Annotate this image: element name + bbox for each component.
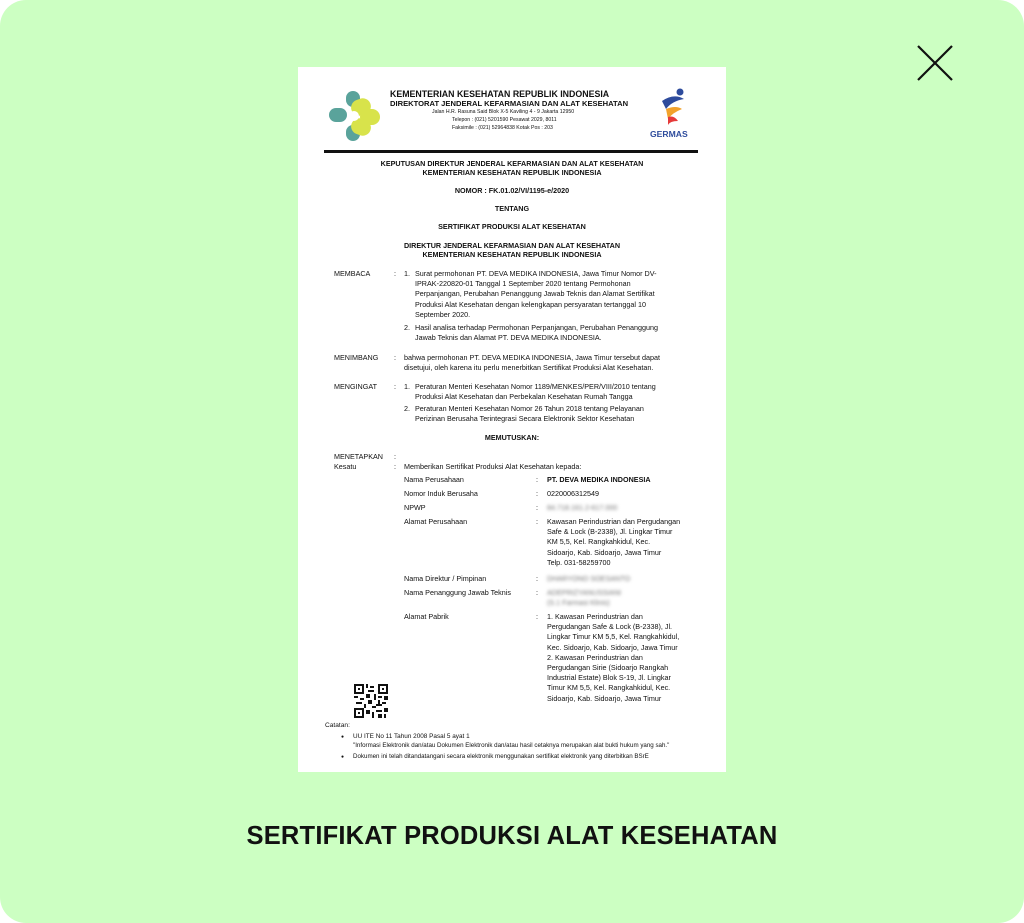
field-colon: :: [536, 588, 538, 597]
germas-logo-icon: [658, 87, 688, 127]
factory-address-line: Sidoarjo, Kab. Sidoarjo, Jawa Timur: [547, 693, 662, 703]
letterhead-divider: [324, 150, 698, 153]
menimbang-label: MENIMBANG: [334, 353, 379, 362]
kesatu-colon: :: [394, 462, 396, 471]
qr-code-icon: [354, 684, 388, 718]
ministry-logo-icon: [326, 89, 384, 143]
membaca-colon: :: [394, 269, 396, 278]
factory-address-line: Timur KM 5,5, Kel. Rangkahkidul, Kec.: [547, 683, 671, 693]
membaca-item-2: [415, 323, 689, 343]
membaca-item-1-line: IPRAK-220820-01 Tanggal 1 September 2020 tentang Permohonan: [415, 279, 631, 289]
field-colon: :: [536, 475, 538, 484]
letterhead-phone: Telepon : (021) 5201590 Pesawat 2029, 8011: [452, 117, 557, 123]
decree-issuer-1: DIREKTUR JENDERAL KEFARMASIAN DAN ALAT KESEHATAN: [403, 241, 621, 250]
membaca-item-1-line: Perpanjangan, Perubahan Penanggung Jawab Teknis dan Alamat Sertifikat: [415, 289, 655, 299]
germas-label: GERMAS: [650, 129, 688, 139]
membaca-number-1: 1.: [404, 269, 410, 278]
field-colon: :: [536, 503, 538, 512]
field-colon: :: [536, 517, 538, 526]
mengingat-item-2-line: Peraturan Menteri Kesehatan Nomor 26 Tahun 2018 tentang Pelayanan: [415, 404, 644, 413]
menimbang-colon: :: [394, 353, 396, 362]
factory-address-line: Pergudangan Safe & Lock (B-2338), Jl.: [547, 622, 673, 632]
mengingat-item-1-line: Produksi Alat Kesehatan dan Perbekalan Kesehatan Rumah Tangga: [415, 392, 633, 402]
field-value-alamat-perusahaan: [547, 517, 697, 568]
field-value-nib: 0220006312549: [547, 489, 599, 498]
field-label-alamat-pabrik: Alamat Pabrik: [404, 612, 449, 621]
field-value-alamat-pabrik: [547, 612, 697, 704]
menetapkan-colon: :: [394, 452, 396, 461]
field-label-direktur: Nama Direktur / Pimpinan: [404, 574, 487, 583]
document-caption: SERTIFIKAT PRODUKSI ALAT KESEHATAN: [246, 822, 778, 850]
field-value-nama-perusahaan: PT. DEVA MEDIKA INDONESIA: [547, 475, 651, 484]
letterhead-fax: Faksimile : (021) 52964838 Kotak Pos : 203: [452, 125, 553, 131]
address-line: Sidoarjo, Kab. Sidoarjo, Jawa Timur: [547, 547, 662, 557]
decree-number: NOMOR : FK.01.02/VI/1195-e/2020: [454, 186, 570, 195]
factory-address-line: 2. Kawasan Perindustrian dan: [547, 652, 643, 662]
membaca-item-1: [415, 269, 689, 320]
notes-label: Catatan:: [325, 722, 350, 729]
mengingat-item-1: [415, 382, 689, 402]
mengingat-item-2-line: Perizinan Berusaha Terintegrasi Secara Elektronik Sektor Kesehatan: [415, 414, 635, 424]
kesatu-text: Memberikan Sertifikat Produksi Alat Kesehatan kepada:: [404, 462, 582, 471]
field-colon: :: [536, 489, 538, 498]
factory-address-line: Lingkar Timur KM 5,5, Kel. Rangkahkidul,: [547, 632, 680, 642]
address-line: Telp. 031-58259700: [547, 557, 611, 567]
letterhead-directorate: DIREKTORAT JENDERAL KEFARMASIAN DAN ALAT KESEHATAN: [390, 99, 629, 108]
field-label-npwp: NPWP: [404, 503, 426, 512]
decree-issuer-2: KEMENTERIAN KESEHATAN REPUBLIK INDONESIA: [422, 250, 602, 259]
decree-tentang: TENTANG: [494, 204, 530, 213]
mengingat-label: MENGINGAT: [334, 382, 377, 391]
mengingat-item-1-line: Peraturan Menteri Kesehatan Nomor 1189/MENKES/PER/VIII/2010 tentang: [415, 382, 656, 391]
field-colon: :: [536, 574, 538, 583]
factory-address-line: Kec. Sidoarjo, Kab. Sidoarjo, Jawa Timur: [547, 642, 678, 652]
field-value-pj-teknis-redacted: ADEPRIZYANUSSIANI: [547, 588, 622, 597]
kesatu-label: Kesatu: [334, 462, 357, 471]
letterhead-ministry: KEMENTERIAN KESEHATAN REPUBLIK INDONESIA: [390, 89, 610, 99]
field-value-npwp-redacted: 84.718.161.2-617.000: [547, 503, 618, 512]
factory-address-line: Pergudangan Sirie (Sidoarjo Rangkah: [547, 663, 669, 673]
mengingat-item-2: [415, 404, 689, 424]
mengingat-number-2: 2.: [404, 404, 410, 413]
membaca-label: MEMBACA: [334, 269, 371, 278]
letterhead-address: Jalan H.R. Rasuna Said Blok X-5 Kaviling 4 - 9 Jakarta 12950: [432, 109, 575, 115]
membaca-item-2-line: Hasil analisa terhadap Permohonan Perpanjangan, Perubahan Penanggung: [415, 323, 658, 332]
field-label-alamat-perusahaan: Alamat Perusahaan: [404, 517, 468, 526]
close-x-icon: [912, 40, 958, 86]
notes-item-1: ● UU ITE No 11 Tahun 2008 Pasal 5 ayat 1: [353, 732, 470, 742]
factory-address-line: Industrial Estate) Blok S-19, Jl. Lingkar: [547, 673, 671, 683]
decree-title-1: KEPUTUSAN DIREKTUR JENDERAL KEFARMASIAN DAN ALAT KESEHATAN: [380, 159, 644, 168]
close-button[interactable]: [912, 40, 958, 86]
menetapkan-label: MENETAPKAN: [334, 452, 383, 461]
field-value-direktur-redacted: DHARYONO SOESANTO: [547, 574, 631, 583]
field-value-pj-teknis-degree-redacted: (S.1 Farmasi Klinis): [547, 598, 610, 607]
certificate-document: [298, 67, 726, 772]
menimbang-line: bahwa permohonan PT. DEVA MEDIKA INDONESIA, Jawa Timur tersebut dapat: [404, 353, 660, 362]
field-label-nib: Nomor Induk Berusaha: [404, 489, 478, 498]
decree-title-2: KEMENTERIAN KESEHATAN REPUBLIK INDONESIA: [422, 168, 602, 177]
notes-item-2: ● Dokumen ini telah ditandatangani secara elektronik menggunakan sertifikat elektronik yang diterbitkan BSrE: [353, 752, 649, 762]
address-line: Safe & Lock (B-2338), Jl. Lingkar Timur: [547, 527, 673, 537]
menimbang-text: [404, 353, 694, 373]
memutuskan-heading: MEMUTUSKAN:: [484, 433, 540, 442]
membaca-number-2: 2.: [404, 323, 410, 332]
membaca-item-1-line: September 2020.: [415, 309, 471, 319]
field-label-nama-perusahaan: Nama Perusahaan: [404, 475, 464, 484]
membaca-item-1-line: Surat permohonan PT. DEVA MEDIKA INDONESIA, Jawa Timur Nomor DV-: [415, 269, 657, 278]
notes-item-1-quote: "Informasi Elektronik dan/atau Dokumen Elektronik dan/atau hasil cetaknya merupakan alat bukti hukum yang sah.": [353, 742, 670, 749]
address-line: Kawasan Perindustrian dan Pergudangan: [547, 517, 681, 526]
mengingat-number-1: 1.: [404, 382, 410, 391]
membaca-item-1-line: Produksi Alat Kesehatan dengan kelengkapan persyaratan tertanggal 10: [415, 299, 646, 309]
field-label-pj-teknis: Nama Penanggung Jawab Teknis: [404, 588, 511, 597]
field-colon: :: [536, 612, 538, 621]
mengingat-colon: :: [394, 382, 396, 391]
decree-subject: SERTIFIKAT PRODUKSI ALAT KESEHATAN: [438, 222, 586, 231]
membaca-item-2-line: Jawab Teknis dan Alamat PT. DEVA MEDIKA INDONESIA.: [415, 333, 602, 343]
address-line: KM 5,5, Kel. Rangkahkidul, Kec.: [547, 537, 651, 547]
menimbang-line: disetujui, oleh karena itu perlu menerbitkan Sertifikat Produksi Alat Kesehatan.: [404, 363, 654, 373]
factory-address-line: 1. Kawasan Perindustrian dan: [547, 612, 643, 621]
